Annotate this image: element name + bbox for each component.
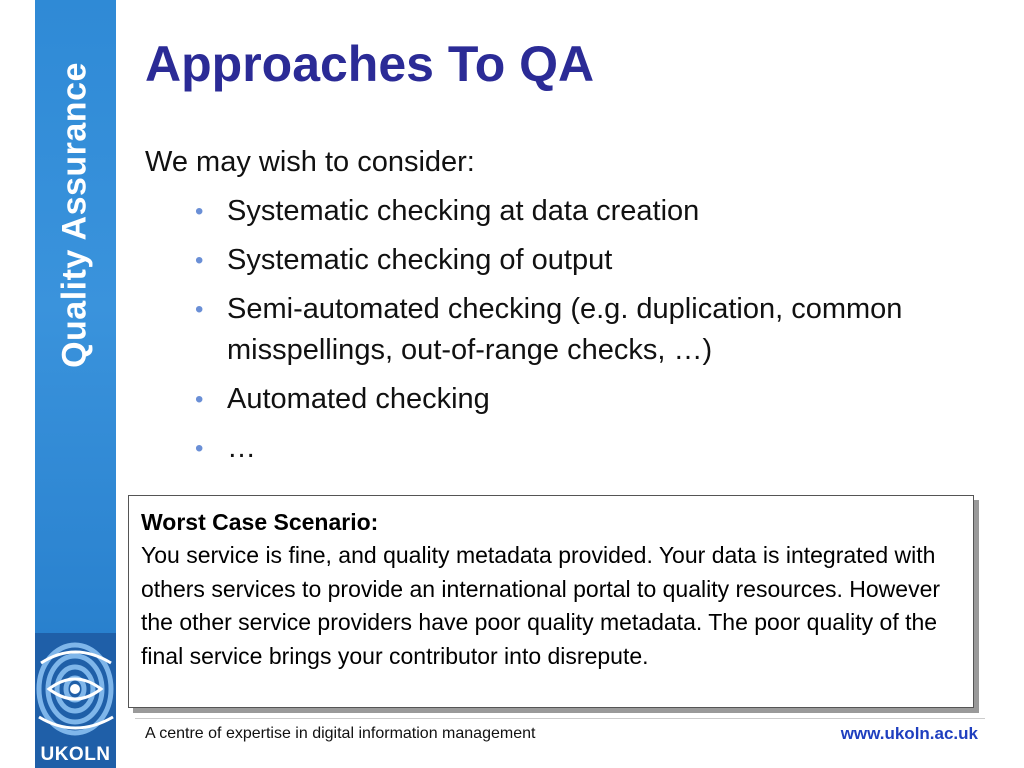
bullet-text: Systematic checking of output — [227, 244, 613, 276]
list-item — [195, 379, 965, 420]
callout-body: You service is fine, and quality metadata provided. Your data is integrated with others services to provide an international portal to quality resources. However the other service providers have poor quality metadata. The poor quality of the final service brings your contributor into disrepute. — [141, 542, 941, 669]
bullet-text: Automated checking — [227, 383, 490, 415]
bullet-text: Systematic checking at data creation — [227, 195, 700, 227]
bullet-text: Semi-automated checking (e.g. duplication, common misspellings, out-of-range checks, …) — [227, 293, 903, 366]
footer-tagline: A centre of expertise in digital information management — [145, 725, 536, 742]
ukoln-logo — [35, 633, 116, 768]
intro-text: We may wish to consider: — [145, 146, 475, 178]
bullet-icon: • — [195, 198, 204, 225]
list-item — [195, 428, 965, 469]
callout-heading: Worst Case Scenario: — [141, 509, 379, 535]
page-title: Approaches To QA — [145, 36, 595, 92]
bullet-icon: • — [195, 247, 204, 274]
bullet-text: … — [227, 432, 256, 464]
bullet-icon: • — [195, 435, 204, 462]
list-item — [195, 240, 965, 281]
list-item — [195, 191, 965, 232]
bullet-icon: • — [195, 296, 204, 323]
sidebar-title: Quality Assurance — [55, 62, 94, 368]
logo-text: UKOLN — [40, 744, 111, 765]
scenario-callout-box — [128, 495, 974, 708]
logo-swirl-icon — [35, 633, 116, 745]
bullet-list — [195, 191, 965, 477]
footer-divider — [135, 718, 985, 719]
footer-url-link[interactable]: www.ukoln.ac.uk — [840, 724, 978, 743]
bullet-icon: • — [195, 386, 204, 413]
list-item — [195, 289, 965, 371]
